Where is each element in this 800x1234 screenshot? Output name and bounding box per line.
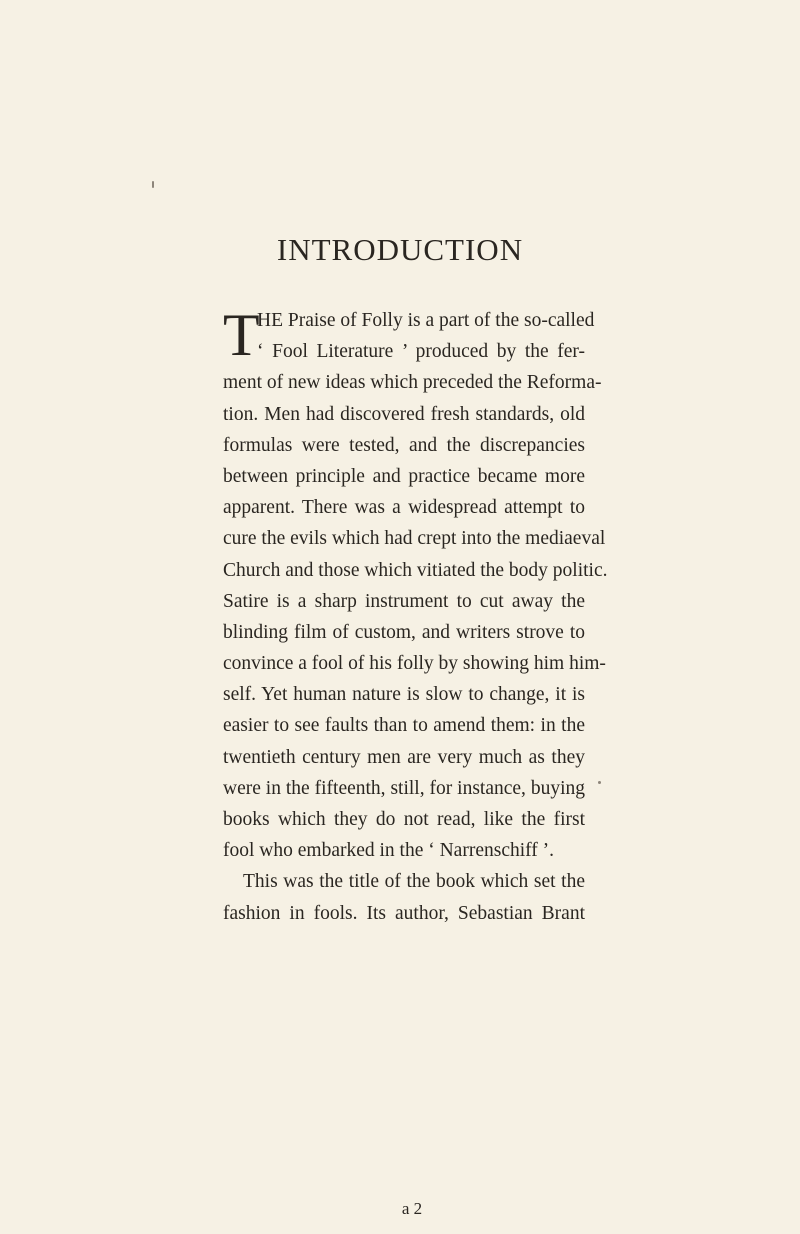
- text-line: between principle and practice became more: [223, 465, 585, 487]
- chapter-heading: INTRODUCTION: [276, 232, 524, 267]
- text-line: ment of new ideas which preceded the Reforma-: [223, 372, 602, 394]
- text-line: tion. Men had discovered fresh standards, old: [223, 403, 585, 425]
- drop-cap: T: [223, 302, 260, 368]
- text-line: twentieth century men are very much as they: [223, 746, 585, 768]
- text-line: HE Praise of Folly is a part of the so-called: [257, 310, 595, 331]
- text-line: self. Yet human nature is slow to change, it is: [223, 684, 585, 706]
- text-line: formulas were tested, and the discrepancies: [223, 434, 585, 456]
- text-line: easier to see faults than to amend them: in the: [223, 715, 585, 737]
- text-line: Satire is a sharp instrument to cut away the: [223, 590, 585, 612]
- paper-speck: [152, 181, 154, 188]
- text-line: convince a fool of his folly by showing him him-: [223, 653, 606, 675]
- page-signature: a 2: [401, 1199, 423, 1218]
- paper-speck: [598, 781, 601, 784]
- text-line: were in the fifteenth, still, for instance, buying: [223, 777, 585, 799]
- text-line: fool who embarked in the ‘ Narrenschiff ’.: [223, 840, 555, 862]
- text-line: books which they do not read, like the first: [223, 809, 585, 830]
- text-line: apparent. There was a widespread attempt to: [223, 497, 585, 519]
- text-line: ‘ Fool Literature ’ produced by the fer-: [257, 341, 585, 363]
- text-line: Church and those which vitiated the body politic.: [223, 559, 608, 581]
- body-text: [223, 302, 608, 929]
- text-line: cure the evils which had crept into the mediaeval: [223, 528, 606, 550]
- text-line: fashion in fools. Its author, Sebastian Brant: [223, 902, 585, 924]
- text-line: blinding film of custom, and writers strove to: [223, 621, 585, 643]
- text-line: This was the title of the book which set the: [243, 871, 585, 893]
